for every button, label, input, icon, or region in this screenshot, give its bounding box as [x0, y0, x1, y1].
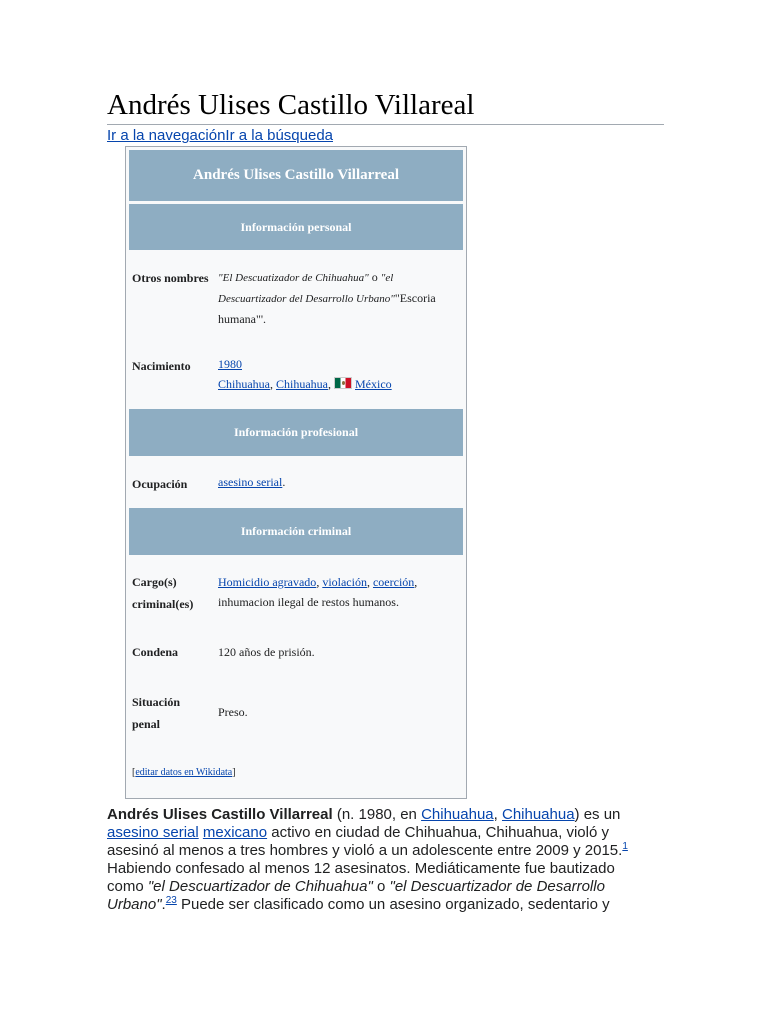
birth-state-link[interactable]: Chihuahua — [276, 377, 328, 391]
edit-bracket-close: ] — [232, 767, 236, 778]
wikidata-edit — [132, 767, 236, 778]
birth-country-link[interactable]: México — [355, 377, 392, 391]
page-title: Andrés Ulises Castillo Villareal — [107, 88, 664, 125]
article-link-chihuahua-state[interactable]: Chihuahua — [501, 806, 575, 823]
birth-sep-2: , — [328, 377, 334, 391]
infobox-label-birth: Nacimiento — [132, 359, 191, 373]
nickname-2: "el Descuartizador del Desarrollo Urbano" — [218, 272, 395, 305]
charge-coercion-link[interactable]: coerción — [372, 575, 415, 589]
birth-sep-1: , — [270, 377, 276, 391]
charges-label-line-2: criminal(es) — [132, 597, 194, 611]
jump-to-search-link[interactable]: Ir a la búsqueda — [225, 127, 333, 144]
article-text-6: Habiendo confesado al menos 12 asesinatos. Mediáticamente fue bautizado como — [107, 860, 615, 895]
infobox-value-birth — [218, 354, 458, 394]
article-text-7: o — [372, 878, 390, 895]
article-text-3: ) es un — [574, 806, 621, 823]
jump-to-navigation-link[interactable]: Ir a la navegación — [107, 127, 226, 144]
charge-rape-link[interactable]: violación — [322, 575, 367, 589]
infobox-value-status: Preso. — [218, 705, 248, 719]
charges-label-line-1: Cargo(s) — [132, 575, 177, 589]
article-subject-name: Andrés Ulises Castillo Villarreal — [107, 806, 333, 823]
charges-sep-2: , — [366, 575, 373, 589]
edit-bracket-open: [ — [132, 767, 136, 778]
infobox-section-criminal: Información criminal — [129, 508, 463, 555]
article-text-1: (n. 1980, en — [332, 806, 422, 823]
infobox-value-sentence: 120 años de prisión. — [218, 645, 315, 659]
charge-homicide-link[interactable]: Homicidio agravado — [218, 575, 317, 589]
charges-sep-3: , — [414, 575, 418, 589]
infobox-section-personal: Información personal — [129, 204, 463, 250]
article-text-9: Puede ser clasificado como un asesino organizado, sedentario y — [176, 896, 610, 913]
reference-1-link[interactable]: 1 — [622, 841, 628, 852]
article-link-mexican[interactable]: mexicano — [202, 824, 268, 841]
article-nickname-2: "el Descuartizador de Desarrollo Urbano" — [107, 878, 605, 913]
birth-year-link[interactable]: 1980 — [218, 357, 242, 371]
occupation-link[interactable]: asesino serial — [218, 475, 283, 489]
infobox-label-status — [132, 691, 216, 735]
infobox-value-other-names — [218, 267, 458, 329]
edit-wikidata-link[interactable]: editar datos en Wikidata — [135, 767, 233, 778]
nickname-or: o — [368, 270, 381, 284]
article-intro-paragraph — [107, 806, 647, 914]
article-text-5: activo en ciudad de Chihuahua, Chihuahua, violó y asesinó al menos a tres hombres y violó a un adolescente entre 2009 y 2015. — [107, 824, 623, 859]
infobox — [125, 146, 467, 799]
mexico-flag-icon — [334, 377, 352, 389]
infobox-label-other-names: Otros nombres — [132, 271, 209, 285]
infobox-label-sentence: Condena — [132, 645, 179, 659]
nickname-1: "El Descuatizador de Chihuahua" — [218, 272, 369, 284]
infobox-title: Andrés Ulises Castillo Villarreal — [129, 150, 463, 201]
charges-sep-1: , — [316, 575, 323, 589]
status-label-line-1: Situación — [132, 695, 181, 709]
infobox-section-professional: Información profesional — [129, 409, 463, 456]
charge-inhumation: inhumacion ilegal de restos humanos. — [218, 595, 399, 609]
jump-links — [107, 127, 333, 145]
article-nickname-1: "el Descuartizador de Chihuahua" — [147, 878, 373, 895]
status-label-line-2: penal — [132, 717, 161, 731]
article-link-chihuahua-city[interactable]: Chihuahua — [421, 806, 494, 823]
infobox-value-charges — [218, 572, 458, 612]
occupation-end: . — [282, 475, 286, 489]
birth-city-link[interactable]: Chihuahua — [218, 377, 270, 391]
article-link-serial-killer[interactable]: asesino serial — [107, 824, 199, 841]
nickname-3: "Escoria humana"'. — [218, 291, 436, 326]
infobox-label-occupation: Ocupación — [132, 477, 188, 491]
article-text-2: , — [493, 806, 502, 823]
infobox-value-occupation — [218, 472, 458, 492]
infobox-label-charges — [132, 571, 216, 615]
reference-23-link[interactable]: 23 — [165, 895, 177, 906]
article-text-8: . — [161, 896, 166, 913]
